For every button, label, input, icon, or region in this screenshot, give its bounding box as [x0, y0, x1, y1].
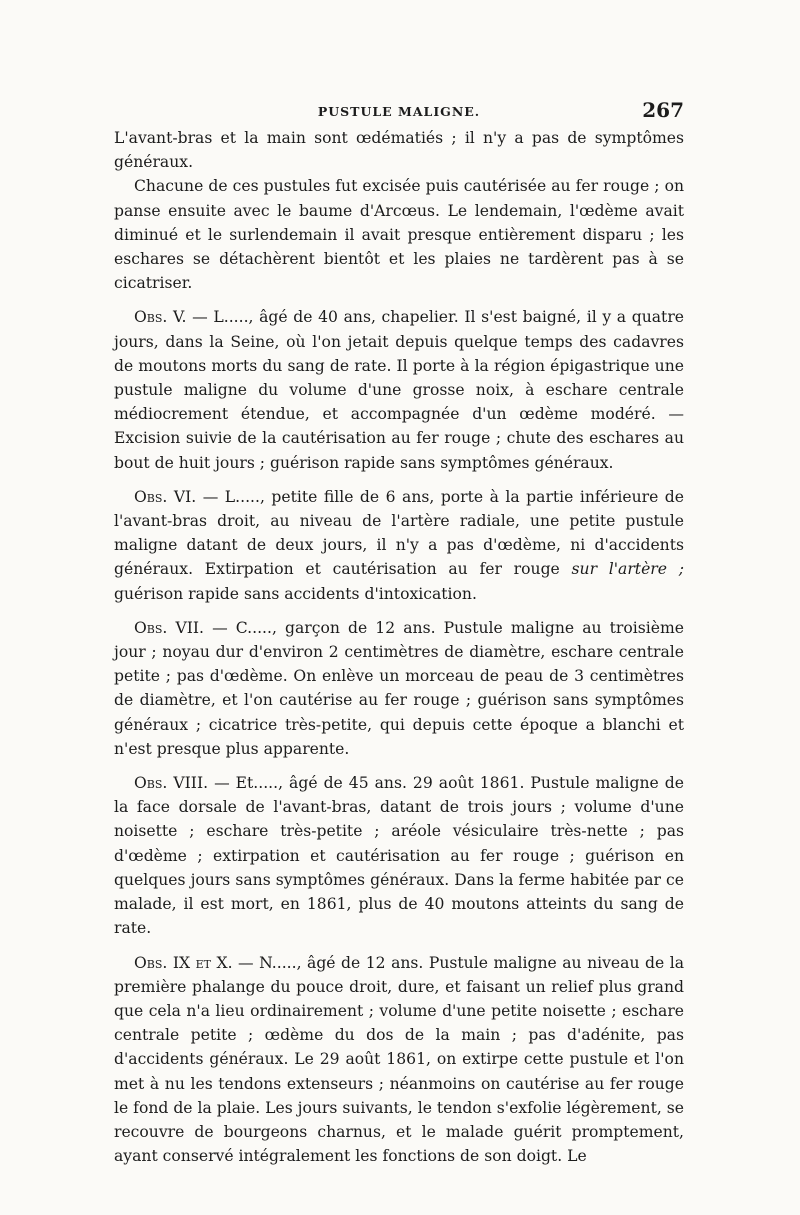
observation-text: — L....., petite fille de 6 ans, porte à la partie inférieure de l'avant-bras droit, au niveau de l'artère radiale, une petite pustule maligne datant de deux jours, il n'y a pas d'œdème, ni d'accidents généraux. Extirpation et cautérisation au fer rouge	[114, 487, 684, 579]
observation-ix-x	[114, 951, 684, 1169]
running-title: PUSTULE MALIGNE.	[317, 104, 481, 119]
observation-vii	[114, 616, 684, 761]
observation-text: — N....., âgé de 12 ans. Pustule maligne au niveau de la première phalange du pouce droit, dure, et faisant un relief plus grand que cela n'a lieu ordinairement ; volume d'une petite noisette ; eschare centrale petite ; œdème du dos de la main ; pas d'adénite, pas d'accidents généraux. Le 29 août 1861, on extirpe cette pustule et l'on met à nu les tendons extenseurs ; néanmoins on cautérise au fer rouge le fond de la plaie. Les jours suivants, le tendon s'exfolie légèrement, se recouvre de bourgeons charnus, et le malade guérit promptement, ayant conservé intégralement les fonctions de son doigt. Le	[114, 953, 684, 1166]
observation-label: Obs. VI.	[134, 487, 197, 506]
observation-vi	[114, 485, 684, 606]
observation-label: Obs. VII.	[134, 618, 204, 637]
observation-label: Obs. V.	[134, 308, 187, 327]
observation-label: Obs. VIII.	[134, 774, 209, 793]
observation-text: guérison rapide sans accidents d'intoxication.	[114, 584, 477, 603]
observation-text: — C....., garçon de 12 ans. Pustule maligne au troisième jour ; noyau dur d'environ 2 centimètres de diamètre, eschare centrale petite ; pas d'œdème. On enlève un morceau de peau de 3 centimètres de diamètre, et l'on cautérise au fer rouge ; guérison sans symptômes généraux ; cicatrice très-petite, qui depuis cette époque a blanchi et n'est presque plus apparente.	[114, 618, 684, 758]
paragraph-intro: L'avant-bras et la main sont œdématiés ; il n'y a pas de symptômes généraux.	[114, 129, 684, 172]
observation-text: — Et....., âgé de 45 ans. 29 août 1861. Pustule maligne de la face dorsale de l'avant-bras, datant de trois jours ; volume d'une noisette ; eschare très-petite ; aréole vésiculaire très-nette ; pas d'œdème ; extirpation et cautérisation au fer rouge ; guérison en quelques jours sans symptômes généraux. Dans la ferme habitée par ce malade, il est mort, en 1861, plus de 40 moutons atteints du sang de rate.	[114, 774, 684, 938]
observation-text: — L....., âgé de 40 ans, chapelier. Il s'est baigné, il y a quatre jours, dans la Seine, où l'on jetait depuis quelque temps des cadavres de moutons morts du sang de rate. Il porte à la région épigastrique une pustule maligne du volume d'une grosse noix, à eschare centrale médiocrement étendue, et accompagnée d'un œdème modéré. — Excision suivie de la cautérisation au fer rouge ; chute des eschares au bout de huit jours ; guérison rapide sans symptômes généraux.	[114, 308, 685, 472]
observation-viii	[114, 771, 684, 940]
observation-italic-text: sur l'artère ;	[571, 560, 684, 579]
observation-v	[114, 305, 684, 474]
page-number: 267	[642, 98, 684, 122]
paragraph-treatment: Chacune de ces pustules fut excisée puis cautérisée au fer rouge ; on panse ensuite avec le baume d'Arcœus. Le lendemain, l'œdème avait diminué et le surlendemain il avait presque entièrement disparu ; les eschares se détachèrent bientôt et les plaies ne tardèrent pas à se cicatriser.	[114, 177, 684, 293]
document-page	[114, 98, 684, 1168]
observation-label: Obs. IX et X.	[134, 953, 233, 972]
page-header	[114, 98, 684, 122]
